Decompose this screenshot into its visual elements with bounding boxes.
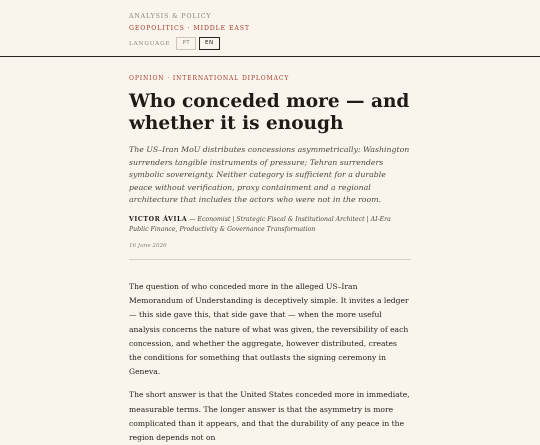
site-header bbox=[0, 0, 540, 57]
language-pt-button[interactable]: PT bbox=[176, 37, 196, 50]
author-roles: — Economist | Strategic Fiscal & Institutional Architect | AI-Era Public Finance, Productivity & Governance Transformation bbox=[129, 215, 391, 233]
divider bbox=[129, 259, 411, 260]
article bbox=[129, 75, 411, 445]
article-eyebrow: OPINION · INTERNATIONAL DIPLOMACY bbox=[129, 75, 290, 82]
author-name[interactable]: VICTOR ÁVILA bbox=[129, 215, 188, 223]
article-body bbox=[129, 280, 411, 445]
body-paragraph: The short answer is that the United States conceded more in immediate, measurable terms. The longer answer is that the asymmetry is more complicated than it appears, and that the durability of any peace in the region depends not on bbox=[129, 390, 410, 442]
byline bbox=[129, 215, 411, 235]
article-dek: The US–Iran MoU distributes concessions asymmetrically: Washington surrenders tangible instruments of pressure; Tehran surrenders symbolic sovereignty. Neither category is sufficient for a durable peace without verification, proxy containment and a regional architecture that includes the actors who were not in the room. bbox=[129, 145, 410, 205]
site-kicker: ANALYSIS & POLICY bbox=[129, 13, 212, 20]
language-en-button[interactable]: EN bbox=[199, 37, 220, 50]
section-link[interactable]: GEOPOLITICS · MIDDLE EAST bbox=[129, 25, 250, 32]
language-switcher bbox=[129, 37, 223, 50]
language-label: LANGUAGE bbox=[129, 40, 171, 47]
publish-date: 16 June 2026 bbox=[129, 242, 167, 249]
body-paragraph: The question of who conceded more in the alleged US–Iran Memorandum of Understanding is deceptively simple. It invites a ledger — this side gave this, that side gave that — when the more useful analysis concerns the nature of what was given, the reversibility of each concession, and whether the aggregate, however distributed, creates the conditions for something that outlasts the signing ceremony in Geneva. bbox=[129, 281, 409, 377]
article-title: Who conceded more — and whether it is enough bbox=[129, 91, 410, 134]
